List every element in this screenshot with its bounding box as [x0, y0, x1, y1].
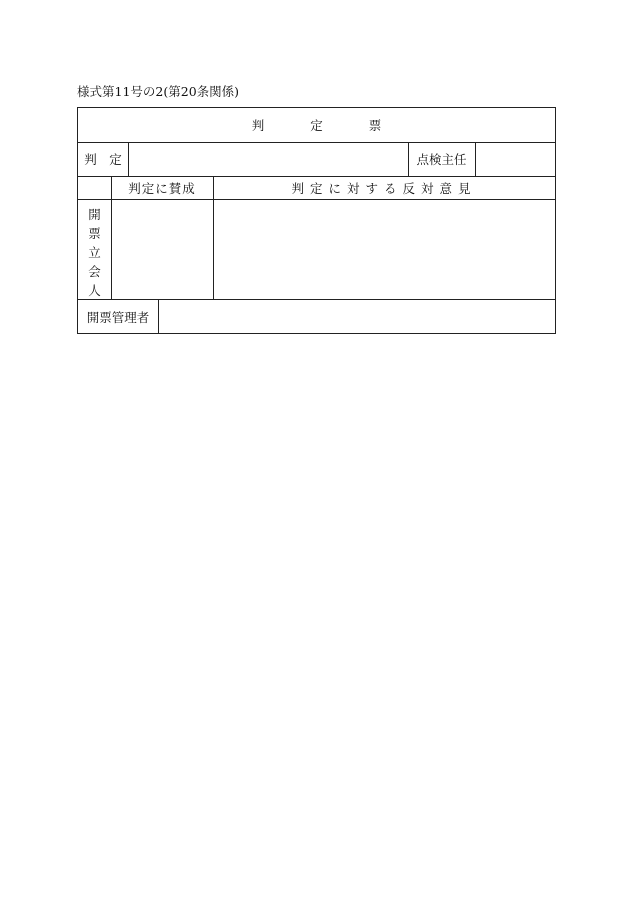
witness-char-3: 立	[88, 245, 101, 260]
witness-char-1: 開	[88, 207, 101, 222]
inspector-value-field[interactable]	[475, 142, 555, 176]
inspector-label: 点検主任	[416, 152, 467, 167]
judgment-label: 判 定	[84, 152, 122, 167]
agree-header: 判定に賛成	[128, 180, 196, 196]
form-title	[78, 108, 555, 142]
witness-char-5: 人	[88, 283, 101, 298]
witness-label	[78, 199, 111, 299]
title-char-2: 定	[310, 118, 323, 133]
form-number-caption: 様式第11号の2(第20条関係)	[77, 84, 240, 99]
oppose-header: 判定に対する反対意見	[291, 180, 477, 196]
manager-label: 開票管理者	[86, 309, 150, 325]
title-char-1: 判	[251, 118, 265, 133]
oppose-value-field[interactable]	[213, 199, 555, 299]
witness-char-2: 票	[88, 226, 101, 241]
judgment-value-field[interactable]	[128, 142, 408, 176]
judgment-form-table	[77, 107, 556, 334]
agree-value-field[interactable]	[111, 199, 213, 299]
title-char-3: 票	[368, 118, 382, 133]
witness-char-4: 会	[88, 264, 101, 279]
blank-header-cell	[78, 176, 111, 199]
manager-value-field[interactable]	[158, 299, 555, 334]
